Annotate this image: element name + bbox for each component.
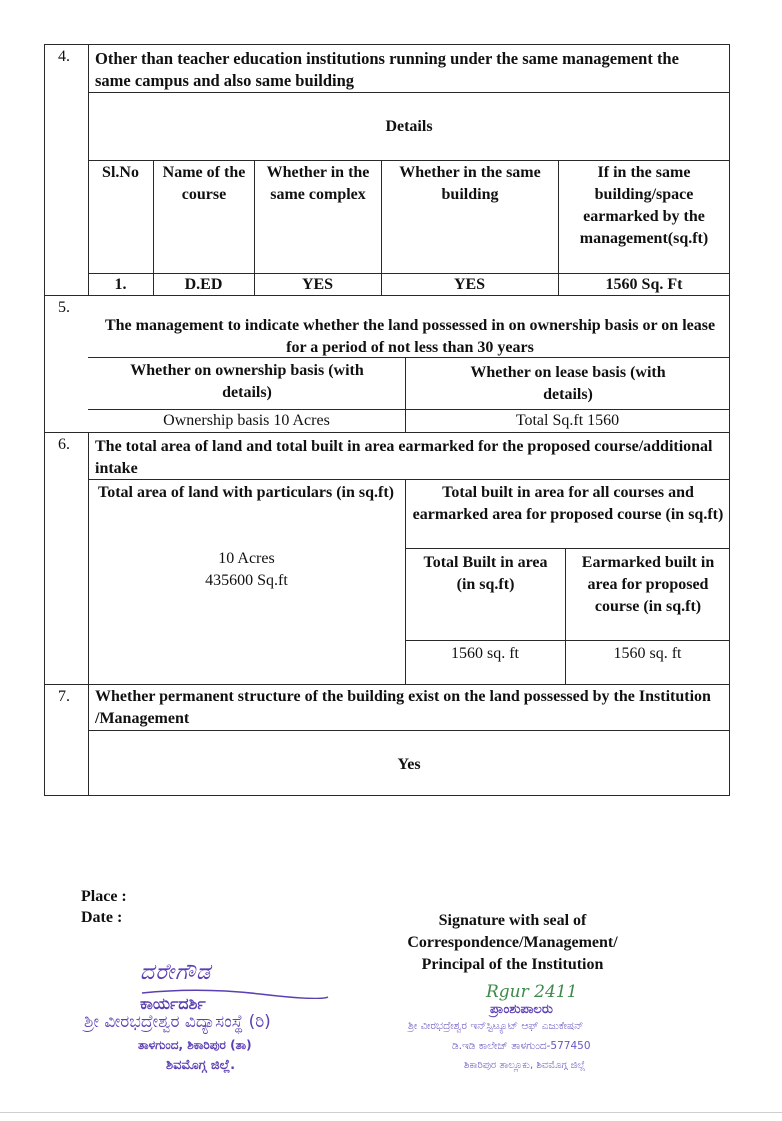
built-area-header: Total built in area for all courses and earmarked area for proposed course (in sq.ft) <box>412 484 724 523</box>
stamp-line-2: ಶ್ರೀ ವೀರಭದ್ರೇಶ್ವರ ಇನ್‌ಸ್ಟಿಟ್ಯೂಟ್ ಆಫ್ ಎಜುಕೇಷನ್ <box>408 1020 584 1032</box>
place-label: Place : <box>81 888 127 905</box>
structure-answer: Yes <box>397 756 421 773</box>
scan-bottom-edge <box>0 1112 782 1113</box>
handwritten-signature-left: ದರೇಗೌಡ <box>140 960 212 985</box>
land-area-header: Total area of land with particulars (in sq.ft) <box>97 484 394 501</box>
cell-course-name: D.ED <box>184 276 223 293</box>
cell-earmarked-space: 1560 Sq. Ft <box>605 276 683 293</box>
header-same-building: Whether in the same building <box>399 164 541 203</box>
stamp-line-4: ಶಿವಮೊಗ್ಗ ಜಿಲ್ಲೆ. <box>166 1058 236 1073</box>
cell-same-building: YES <box>453 276 486 293</box>
header-earmarked-space: If in the same building/space earmarked by the management(sq.ft) <box>579 164 709 247</box>
cell-same-complex: YES <box>301 276 334 293</box>
stamp-line-3: ಡಿ.ಇಡಿ ಕಾಲೇಜ್ ತಾಳಗುಂದ-577450 <box>452 1040 591 1052</box>
details-label: Details <box>385 118 433 135</box>
ownership-value: Ownership basis 10 Acres <box>163 412 330 429</box>
stamp-line-3: ತಾಳಗುಂದ, ಶಿಕಾರಿಪುರ (ತಾ) <box>138 1038 252 1052</box>
signature-caption-2: Correspondence/Management/ <box>407 934 618 951</box>
stamp-line-2: ಶ್ರೀ ವೀರಭದ್ರೇಶ್ವರ ವಿದ್ಯಾಸಂಸ್ಥೆ (ರಿ) <box>84 1012 271 1032</box>
lease-header: Whether on lease basis (with details) <box>470 364 666 403</box>
ownership-header: Whether on ownership basis (with details) <box>130 362 364 401</box>
lease-value: Total Sq.ft 1560 <box>515 412 620 429</box>
cell-sl-no: 1. <box>114 276 127 293</box>
date-label: Date : <box>81 909 123 926</box>
land-area-acres: 10 Acres <box>218 550 275 567</box>
section-number: 5. <box>58 299 70 316</box>
section-number: 6. <box>58 436 70 453</box>
header-same-complex: Whether in the same complex <box>266 164 370 203</box>
handwritten-signature-right: Rgur 2411 <box>486 982 578 1002</box>
section-title: The management to indicate whether the land possessed in on ownership basis or on lease for a period of not less than 30 years <box>104 317 716 356</box>
total-built-value: 1560 sq. ft <box>451 645 519 662</box>
signature-caption-3: Principal of the Institution <box>421 956 604 973</box>
total-built-header: Total Built in area (in sq.ft) <box>423 554 548 593</box>
land-area-sqft: 435600 Sq.ft <box>205 572 288 589</box>
section-number: 7. <box>58 688 70 705</box>
earmarked-built-header: Earmarked built in area for proposed course (in sq.ft) <box>581 554 715 615</box>
section-title: Whether permanent structure of the building exist on the land possessed by the Institution /Management <box>95 688 711 727</box>
signature-caption-1: Signature with seal of <box>438 912 587 929</box>
stamp-line-1: ಕಾರ್ಯದರ್ಶಿ <box>140 994 206 1013</box>
section-title: The total area of land and total built in area earmarked for the proposed course/additional intake <box>95 438 713 477</box>
earmarked-built-value: 1560 sq. ft <box>613 645 682 662</box>
header-sl-no: Sl.No <box>102 164 139 181</box>
stamp-line-1: ಪ್ರಾಂಶುಪಾಲರು <box>490 1002 553 1017</box>
section-number: 4. <box>58 48 70 65</box>
section-title: Other than teacher education institutions running under the same management the same campus and also same building <box>95 49 679 90</box>
stamp-line-4: ಶಿಕಾರಿಪುರ ತಾಲ್ಲೂಕು, ಶಿವಮೊಗ್ಗ ಜಿಲ್ಲೆ <box>464 1060 586 1071</box>
header-course-name: Name of the course <box>162 164 246 203</box>
